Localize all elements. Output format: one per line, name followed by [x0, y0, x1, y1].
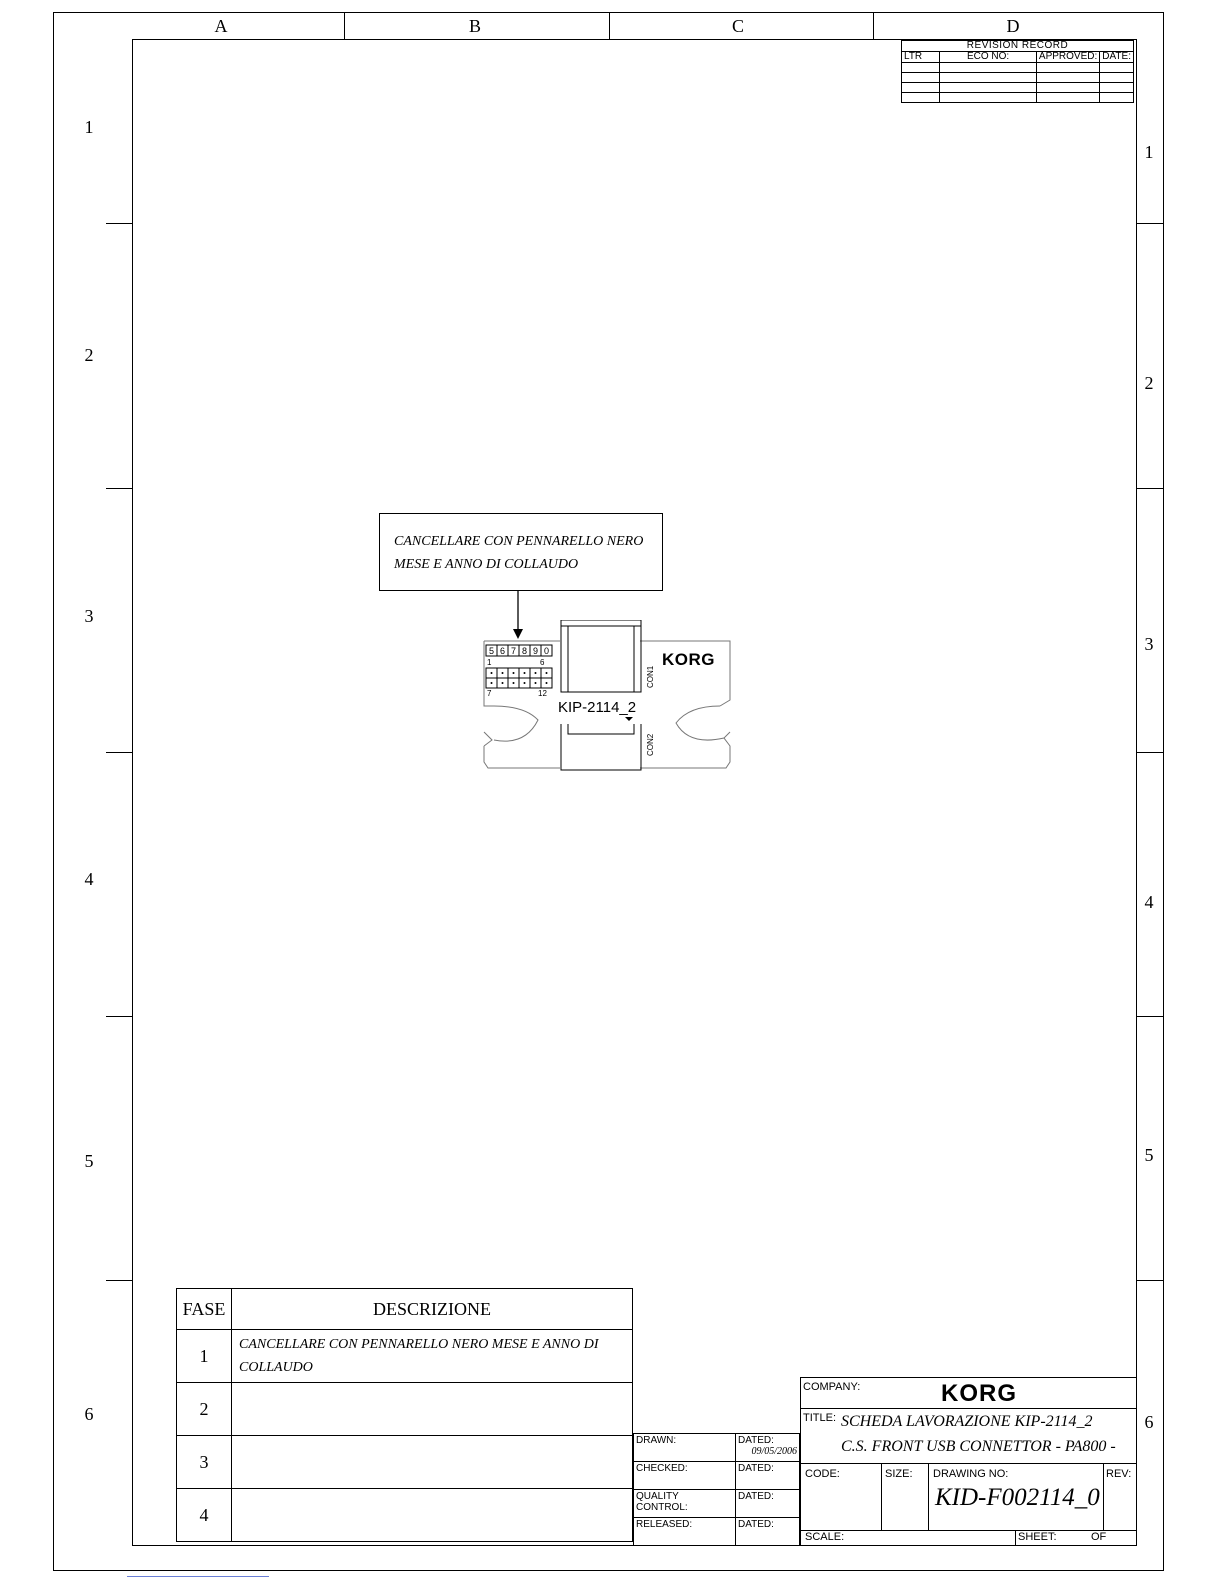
note-line-2: MESE E ANNO DI COLLAUDO: [394, 557, 579, 572]
size-label: SIZE:: [885, 1468, 913, 1480]
revision-record-title: REVISION RECORD: [902, 41, 1134, 52]
drawn-date-value: 09/05/2006: [751, 1446, 797, 1457]
signoff-row-checked: [634, 1462, 800, 1490]
rev-row: [902, 63, 1134, 73]
phase-description: [232, 1489, 633, 1542]
phase-number: 2: [177, 1383, 232, 1436]
zone-row-5-right: 5: [1144, 1145, 1154, 1165]
signoff-row-released: [634, 1518, 800, 1546]
digit-box-label: 9: [532, 646, 539, 656]
pcb-outline: [482, 642, 564, 768]
rev-header-date: DATE:: [1100, 52, 1134, 63]
title-label: TITLE:: [803, 1412, 837, 1424]
zone-row-2-left: 2: [84, 345, 94, 365]
zone-row-6-right: 6: [1144, 1412, 1154, 1432]
phase-number: 3: [177, 1436, 232, 1489]
phase-header-fase: FASE: [177, 1289, 232, 1330]
table-row: [177, 1383, 633, 1436]
grid-label-12: 12: [538, 689, 547, 698]
con2-label: CON2: [646, 733, 655, 756]
zone-row-6-left: 6: [84, 1404, 94, 1424]
zone-row-1-right: 1: [1144, 142, 1154, 162]
phase-description: CANCELLARE CON PENNARELLO NERO MESE E ANNO DI COLLAUDO: [232, 1330, 633, 1383]
table-row: [177, 1489, 633, 1542]
phase-header-description: DESCRIZIONE: [232, 1289, 633, 1330]
title-row: [800, 1408, 1137, 1464]
phase-number: 1: [177, 1330, 232, 1383]
drawn-label: DRAWN:: [634, 1434, 736, 1462]
note-line-1: CANCELLARE CON PENNARELLO NERO: [394, 534, 644, 549]
sheet-label: SHEET:: [1018, 1531, 1057, 1543]
scale-label: SCALE:: [805, 1531, 845, 1543]
grid-label-7: 7: [487, 689, 492, 698]
checked-label: CHECKED:: [634, 1462, 736, 1490]
company-korg-logo: KORG: [941, 1380, 1017, 1407]
drawn-dated-label: DATED:: [738, 1435, 774, 1446]
zone-row-4-right: 4: [1144, 892, 1154, 912]
con1-label: CON1: [646, 665, 655, 688]
digit-box-label: 5: [488, 646, 495, 656]
released-label: RELEASED:: [634, 1518, 736, 1546]
digit-box-label: 8: [521, 646, 528, 656]
drawing-info-row: [800, 1463, 1137, 1531]
zone-row-2-right: 2: [1144, 373, 1154, 393]
revision-record-table: [901, 40, 1134, 103]
pin1-marker: [625, 717, 633, 721]
zone-col-c: C: [731, 16, 744, 36]
zone-col-b: B: [468, 16, 481, 36]
table-row: [177, 1436, 633, 1489]
zone-row-4-left: 4: [84, 869, 94, 889]
digit-box-label: 6: [499, 646, 506, 656]
zone-row-1-left: 1: [84, 117, 94, 137]
grid-label-6: 6: [540, 658, 545, 667]
phase-description: [232, 1383, 633, 1436]
digit-box-label: 7: [510, 646, 517, 656]
quality-control-label: QUALITY CONTROL:: [634, 1490, 736, 1518]
quality-dated-label: DATED:: [736, 1490, 800, 1518]
month-year-grid: [486, 668, 552, 688]
zone-col-a: A: [214, 16, 228, 36]
code-label: CODE:: [805, 1468, 840, 1480]
drawing-number: KID-F002114_0: [935, 1484, 1100, 1511]
scale-sheet-row: [800, 1530, 1137, 1546]
table-row: [177, 1330, 633, 1383]
con1-connector: [561, 620, 641, 692]
company-row: [800, 1377, 1137, 1409]
pcb-board-drawing: [480, 620, 740, 780]
released-dated-label: DATED:: [736, 1518, 800, 1546]
phase-number: 4: [177, 1489, 232, 1542]
board-korg-logo: KORG: [662, 650, 715, 669]
signoff-row-quality: [634, 1490, 800, 1518]
rev-row: [902, 83, 1134, 93]
phase-table: [176, 1288, 633, 1542]
signoff-table: [633, 1433, 800, 1546]
note-callout-box: [379, 513, 663, 591]
rev-row: [902, 93, 1134, 103]
con2-connector: [561, 724, 641, 770]
signoff-row-drawn: [634, 1434, 800, 1462]
grid-label-1: 1: [487, 658, 492, 667]
title-line-1: SCHEDA LAVORAZIONE KIP-2114_2: [841, 1413, 1093, 1430]
rev-row: [902, 73, 1134, 83]
zone-row-3-right: 3: [1144, 634, 1154, 654]
rev-label: REV:: [1106, 1468, 1132, 1480]
rev-header-eco: ECO NO:: [940, 52, 1037, 63]
zone-row-3-left: 3: [84, 606, 94, 626]
phase-description: [232, 1436, 633, 1489]
company-label: COMPANY:: [803, 1381, 861, 1393]
drawing-no-label: DRAWING NO:: [933, 1468, 1009, 1480]
digit-box-label: 0: [543, 646, 550, 656]
of-label: OF: [1091, 1531, 1107, 1543]
zone-row-5-left: 5: [84, 1151, 94, 1171]
rev-header-ltr: LTR: [902, 52, 940, 63]
checked-dated-label: DATED:: [736, 1462, 800, 1490]
board-part-number: KIP-2114_2: [558, 699, 637, 716]
rev-header-approved: APPROVED:: [1036, 52, 1099, 63]
date-digit-boxes: [486, 645, 552, 656]
zone-col-d: D: [1006, 16, 1020, 36]
title-line-2: C.S. FRONT USB CONNETTOR - PA800 -: [841, 1438, 1116, 1455]
